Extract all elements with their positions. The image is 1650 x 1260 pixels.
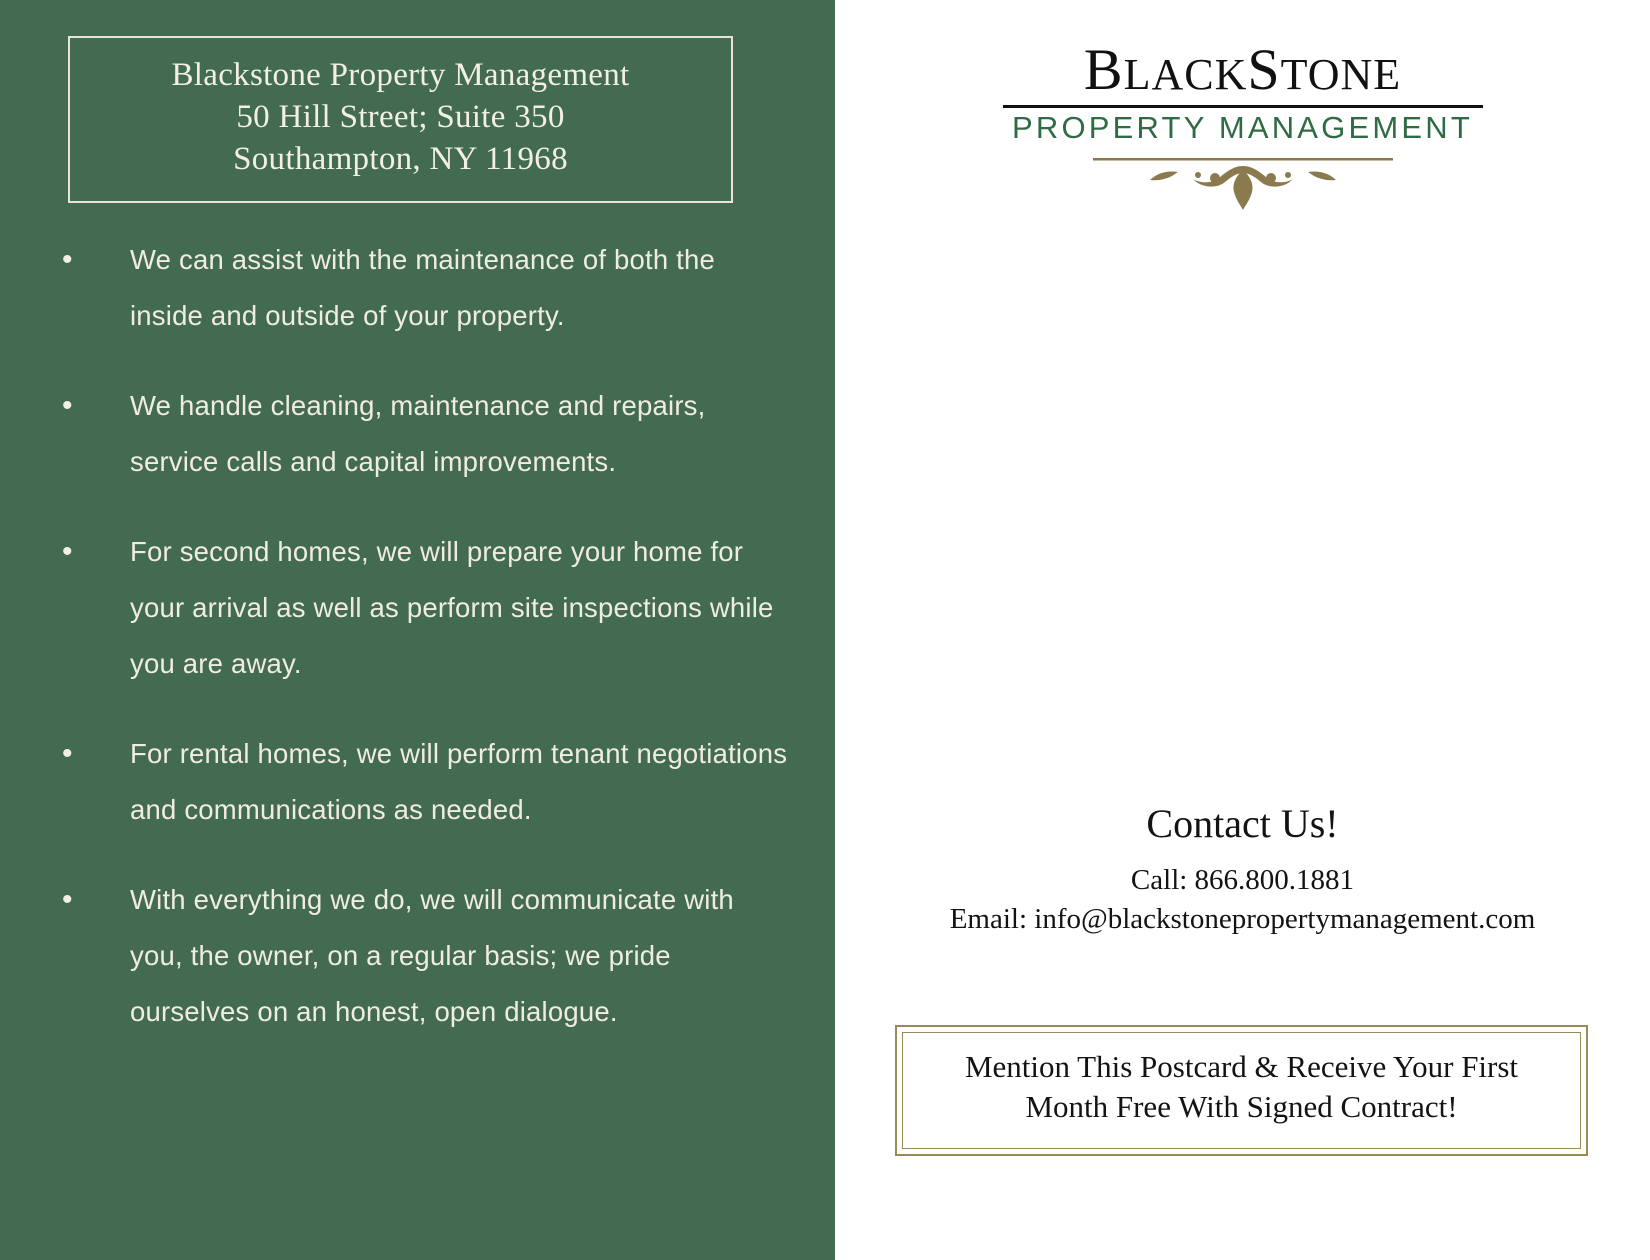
bullet-icon: • (62, 535, 73, 568)
list-item (52, 726, 812, 838)
contact-block (835, 800, 1650, 939)
logo-wordmark-b: B (1083, 37, 1124, 102)
logo-wordmark-lack: LACK (1123, 50, 1248, 99)
address-line-company: Blackstone Property Management (171, 57, 630, 93)
contact-title: Contact Us! (1146, 801, 1339, 846)
list-item (52, 232, 812, 344)
promo-offer-box (895, 1025, 1588, 1156)
logo-wordmark-tone: TONE (1280, 50, 1402, 99)
promo-offer-inner (902, 1032, 1581, 1149)
ornament-flourish-icon (1078, 154, 1408, 214)
right-white-panel (835, 0, 1650, 1260)
logo-wordmark-s: S (1247, 37, 1281, 102)
list-item (52, 378, 812, 490)
contact-phone[interactable]: Call: 866.800.1881 (1130, 864, 1355, 896)
logo-wordmark (835, 37, 1650, 102)
return-address-box (68, 36, 733, 203)
promo-line-2: Month Free With Signed Contract! (1025, 1089, 1458, 1125)
bullet-icon: • (62, 389, 73, 422)
address-line-city: Southampton, NY 11968 (233, 141, 568, 178)
logo-divider-thick (1003, 105, 1483, 108)
address-line-street: 50 Hill Street; Suite 350 (236, 99, 565, 136)
bullet-icon: • (62, 737, 73, 770)
list-item-text: We handle cleaning, maintenance and repairs, service calls and capital improvements. (130, 390, 706, 477)
logo (835, 37, 1650, 214)
bullet-icon: • (62, 883, 73, 916)
list-item (52, 872, 812, 1040)
list-item-text: With everything we do, we will communicate with you, the owner, on a regular basis; we pride ourselves on an honest, open dialogue. (130, 884, 734, 1027)
services-bullet-list (52, 232, 812, 1074)
list-item-text: For rental homes, we will perform tenant negotiations and communications as needed. (130, 738, 788, 825)
promo-line-1: Mention This Postcard & Receive Your First (964, 1049, 1519, 1084)
bullet-icon: • (62, 243, 73, 276)
logo-tagline: PROPERTY MANAGEMENT (1012, 109, 1473, 145)
list-item-text: We can assist with the maintenance of both the inside and outside of your property. (130, 244, 715, 331)
contact-email[interactable]: Email: info@blackstonepropertymanagement.com (949, 903, 1536, 936)
list-item-text: For second homes, we will prepare your home for your arrival as well as perform site inspections while you are away. (130, 536, 774, 679)
list-item (52, 524, 812, 692)
